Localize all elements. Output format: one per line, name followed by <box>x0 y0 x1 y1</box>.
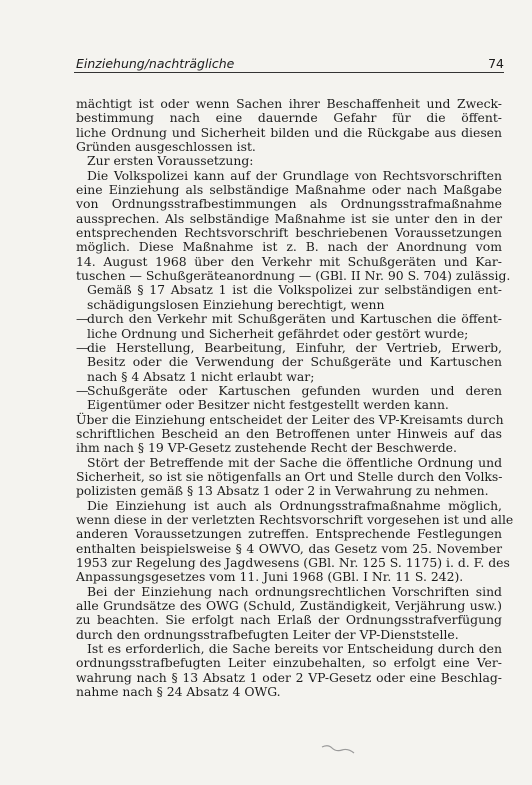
text-line: polizisten gemäß § 13 Absatz 1 oder 2 in Verwahrung zu nehmen. <box>76 483 489 499</box>
text-line: wenn diese in der verletzten Rechtsvorschrift vorgesehen ist und alle <box>76 511 514 527</box>
text-line: 14. August 1968 über den Verkehr mit Schußgeräten und Kar- <box>76 253 502 269</box>
text-line: Gründen ausgeschlossen ist. <box>76 139 256 155</box>
list-item-line <box>76 312 502 326</box>
text-line: Anpassungsgesetzes vom 11. Juni 1968 (GBl. I Nr. 11 S. 242). <box>76 569 464 585</box>
text-line: Die Volkspolizei kann auf der Grundlage von Rechtsvorschriften <box>87 167 502 183</box>
text-line: durch den Verkehr mit Schußgeräten und Kartuschen die öffent- <box>87 311 502 327</box>
list-item-line <box>76 384 502 398</box>
body-text <box>76 96 514 700</box>
text-line: enthalten beispielsweise § 4 OWVO, das Gesetz vom 25. November <box>76 540 502 556</box>
dash-bullet: — <box>76 382 89 398</box>
text-line: die Herstellung, Bearbeitung, Einfuhr, der Vertrieb, Erwerb, <box>87 339 502 355</box>
text-line: Die Einziehung ist auch als Ordnungsstrafmaßnahme möglich, <box>87 497 502 513</box>
text-line: Über die Einziehung entscheidet der Leiter des VP-Kreisamts durch <box>76 411 504 427</box>
text-line: Gemäß § 17 Absatz 1 ist die Volkspolizei zur selbständigen ent- <box>87 282 502 298</box>
text-line: wahrung nach § 13 Absatz 1 oder 2 VP-Gesetz oder eine Beschlag- <box>76 669 502 685</box>
text-line: Stört der Betreffende mit der Sache die öffentliche Ordnung und <box>87 454 502 470</box>
text-line: zu beachten. Sie erfolgt nach Erlaß der Ordnungsstrafverfügung <box>76 612 502 628</box>
page-number: 74 <box>488 56 504 71</box>
page-header <box>76 51 504 71</box>
text-line: aussprechen. Als selbständige Maßnahme ist sie unter den in der <box>76 210 502 226</box>
text-line: schriftlichen Bescheid an den Betroffenen unter Hinweis auf das <box>76 425 502 441</box>
dash-bullet: — <box>76 311 89 327</box>
header-rule <box>74 72 504 73</box>
text-line: alle Grundsätze des OWG (Schuld, Zuständigkeit, Verjährung usw.) <box>76 598 502 614</box>
dash-bullet: — <box>76 339 89 355</box>
text-line: Eigentümer oder Besitzer nicht festgestellt werden kann. <box>87 397 449 413</box>
text-line: Zur ersten Voraussetzung: <box>87 153 254 169</box>
list-item-line <box>76 341 502 355</box>
text-line: entsprechenden Rechtsvorschrift beschriebenen Voraussetzungen <box>76 225 502 241</box>
text-line: bestimmung nach eine dauernde Gefahr für die öffent- <box>76 110 502 126</box>
text-line: Schußgeräte oder Kartuschen gefunden wurden und deren <box>87 382 502 398</box>
text-line: eine Einziehung als selbständige Maßnahme oder nach Maßgabe <box>76 182 502 198</box>
text-line: Besitz oder die Verwendung der Schußgeräte und Kartuschen <box>87 354 502 370</box>
running-title: Einziehung/nachträgliche <box>76 56 235 71</box>
text-line: Ist es erforderlich, die Sache bereits vor Entscheidung durch den <box>87 641 502 657</box>
text-line: anderen Voraussetzungen zutreffen. Entsprechende Festlegungen <box>76 526 502 542</box>
text-line: ihm nach § 19 VP-Gesetz zustehende Recht der Beschwerde. <box>76 440 457 456</box>
text-line: nahme nach § 24 Absatz 4 OWG. <box>76 684 281 700</box>
text-line: 1953 zur Regelung des Jagdwesens (GBl. Nr. 125 S. 1175) i. d. F. des <box>76 555 510 570</box>
text-line: von Ordnungsstrafbestimmungen als Ordnungsstrafmaßnahme <box>76 196 502 212</box>
text-line: liche Ordnung und Sicherheit bilden und die Rückgabe aus diesen <box>76 124 502 140</box>
text-line: ordnungsstrafbefugten Leiter einzubehalten, so erfolgt eine Ver- <box>76 655 502 671</box>
text-line: Bei der Einziehung nach ordnungsrechtlichen Vorschriften sind <box>87 583 502 599</box>
text-line: Sicherheit, so ist sie nötigenfalls an Ort und Stelle durch den Volks- <box>76 468 503 484</box>
text-line: tuschen — Schußgeräteanordnung — (GBl. II Nr. 90 S. 704) zulässig. <box>76 268 511 284</box>
text-line: durch den ordnungsstrafbefugten Leiter der VP-Dienststelle. <box>76 626 459 642</box>
text-line: liche Ordnung und Sicherheit gefährdet oder gestört wurde; <box>87 325 469 341</box>
pencil-mark <box>320 742 356 756</box>
text-line: mächtigt ist oder wenn Sachen ihrer Beschaffenheit und Zweck- <box>76 96 502 111</box>
text-line: nach § 4 Absatz 1 nicht erlaubt war; <box>87 368 315 384</box>
text-line: möglich. Diese Maßnahme ist z. B. nach der Anordnung vom <box>76 239 502 255</box>
text-line: schädigungslosen Einziehung berechtigt, wenn <box>87 296 385 312</box>
